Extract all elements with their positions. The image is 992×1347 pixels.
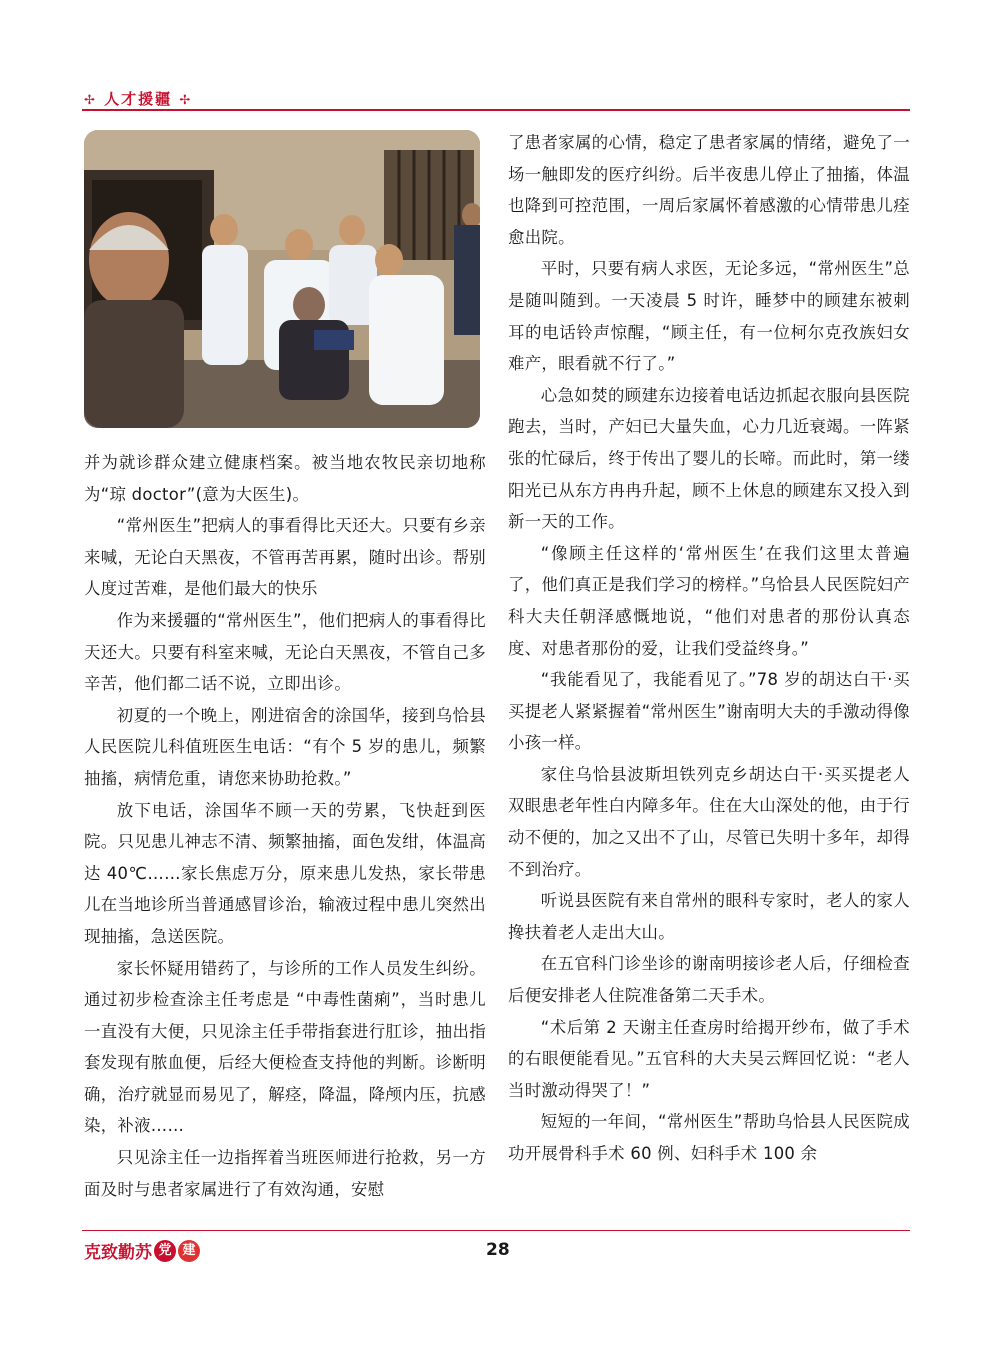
section-header xyxy=(84,88,192,109)
photo-illustration xyxy=(84,130,480,428)
ornament-right-icon: ✢ xyxy=(179,93,193,108)
right-column xyxy=(508,127,910,1170)
paragraph: 平时，只要有病人求医，无论多远，“常州医生”总是随叫随到。一天凌晨 5 时许，睡梦中的顾建东被刺耳的电话铃声惊醒，“顾主任，有一位柯尔克孜族妇女难产，眼看就不行了。” xyxy=(508,259,910,374)
article-photo xyxy=(84,130,480,428)
paragraph: “常州医生”把病人的事看得比天还大。只要有乡亲来喊，无论白天黑夜，不管再苦再累，随时出诊。帮别人度过苦难，是他们最大的快乐 xyxy=(84,516,486,599)
paragraph: 短短的一年间，“常州医生”帮助乌恰县人民医院成功开展骨科手术 60 例、妇科手术 100 余 xyxy=(508,1112,910,1163)
paragraph: “术后第 2 天谢主任查房时给揭开纱布，做了手术的右眼便能看见。”五官科的大夫吴云辉回忆说：“老人当时激动得哭了！” xyxy=(508,1017,910,1100)
paragraph: 家住乌恰县波斯坦铁列克乡胡达白干·买买提老人双眼患老年性白内障多年。住在大山深处的他，由于行动不便的，加之又出不了山，尽管已失明十多年，却得不到治疗。 xyxy=(508,764,910,879)
paragraph: 初夏的一个晚上，刚进宿舍的涂国华，接到乌恰县人民医院儿科值班医生电话：“有个 5 岁的患儿，频繁抽搐，病情危重，请您来协助抢救。” xyxy=(84,705,486,788)
paragraph: 心急如焚的顾建东边接着电话边抓起衣服向县医院跑去，当时，产妇已大量失血，心力几近衰竭。一阵紧张的忙碌后，终于传出了婴儿的长啼。而此时，第一缕阳光已从东方冉冉升起，顾不上休息的顾建东又投入到新一天的工作。 xyxy=(508,385,910,532)
paragraph: 听说县医院有来自常州的眼科专家时，老人的家人搀扶着老人走出大山。 xyxy=(508,891,910,942)
page-number: 28 xyxy=(486,1240,510,1260)
brand-badge-dang: 党 xyxy=(154,1240,176,1262)
footer-brand xyxy=(84,1238,200,1263)
section-title: 人才援疆 xyxy=(104,90,173,108)
paragraph: “我能看见了，我能看见了。”78 岁的胡达白干·买买提老人紧紧握着“常州医生”谢南明大夫的手激动得像小孩一样。 xyxy=(508,670,910,753)
bottom-divider xyxy=(82,1230,910,1231)
brand-text: 克致勤苏 xyxy=(84,1243,152,1263)
brand-badge-jian: 建 xyxy=(178,1240,200,1262)
top-divider xyxy=(82,109,910,111)
paragraph: 在五官科门诊坐诊的谢南明接诊老人后，仔细检查后便安排老人住院准备第二天手术。 xyxy=(508,954,910,1006)
left-column xyxy=(84,447,486,1205)
paragraph: 作为来援疆的“常州医生”，他们把病人的事看得比天还大。只要有科室来喊，无论白天黑夜，不管自己多辛苦，他们都二话不说，立即出诊。 xyxy=(84,610,486,694)
ornament-left-icon: ✢ xyxy=(84,93,97,108)
paragraph: 并为就诊群众建立健康档案。被当地农牧民亲切地称为“琼 doctor”(意为大医生)。 xyxy=(84,453,486,504)
paragraph: “像顾主任这样的‘常州医生’在我们这里太普遍了，他们真正是我们学习的榜样。”乌恰县人民医院妇产科大夫任朝泽感慨地说，“他们对患者的那份认真态度、对患者那份的爱，让我们受益终身。” xyxy=(508,543,910,658)
paragraph: 家长怀疑用错药了，与诊所的工作人员发生纠纷。通过初步检查涂主任考虑是 “中毒性菌痢”，当时患儿一直没有大便，只见涂主任手带指套进行肛诊，抽出指套发现有脓血便，后经大便检查支持他的判断。诊断明确，治疗就显而易见了，解痉，降温，降颅内压，抗感染，补液…… xyxy=(84,958,486,1136)
paragraph: 只见涂主任一边指挥着当班医师进行抢救，另一方面及时与患者家属进行了有效沟通，安慰 xyxy=(84,1148,486,1199)
paragraph: 了患者家属的心情，稳定了患者家属的情绪，避免了一场一触即发的医疗纠纷。后半夜患儿停止了抽搐，体温也降到可控范围，一周后家属怀着感激的心情带患儿痊愈出院。 xyxy=(508,133,910,247)
paragraph: 放下电话，涂国华不顾一天的劳累，飞快赶到医院。只见患儿神志不清、频繁抽搐，面色发绀，体温高达 40℃……家长焦虑万分，原来患儿发热，家长带患儿在当地诊所当普通感冒诊治，输液过程中患儿突然出现抽搐，急送医院。 xyxy=(84,800,486,946)
